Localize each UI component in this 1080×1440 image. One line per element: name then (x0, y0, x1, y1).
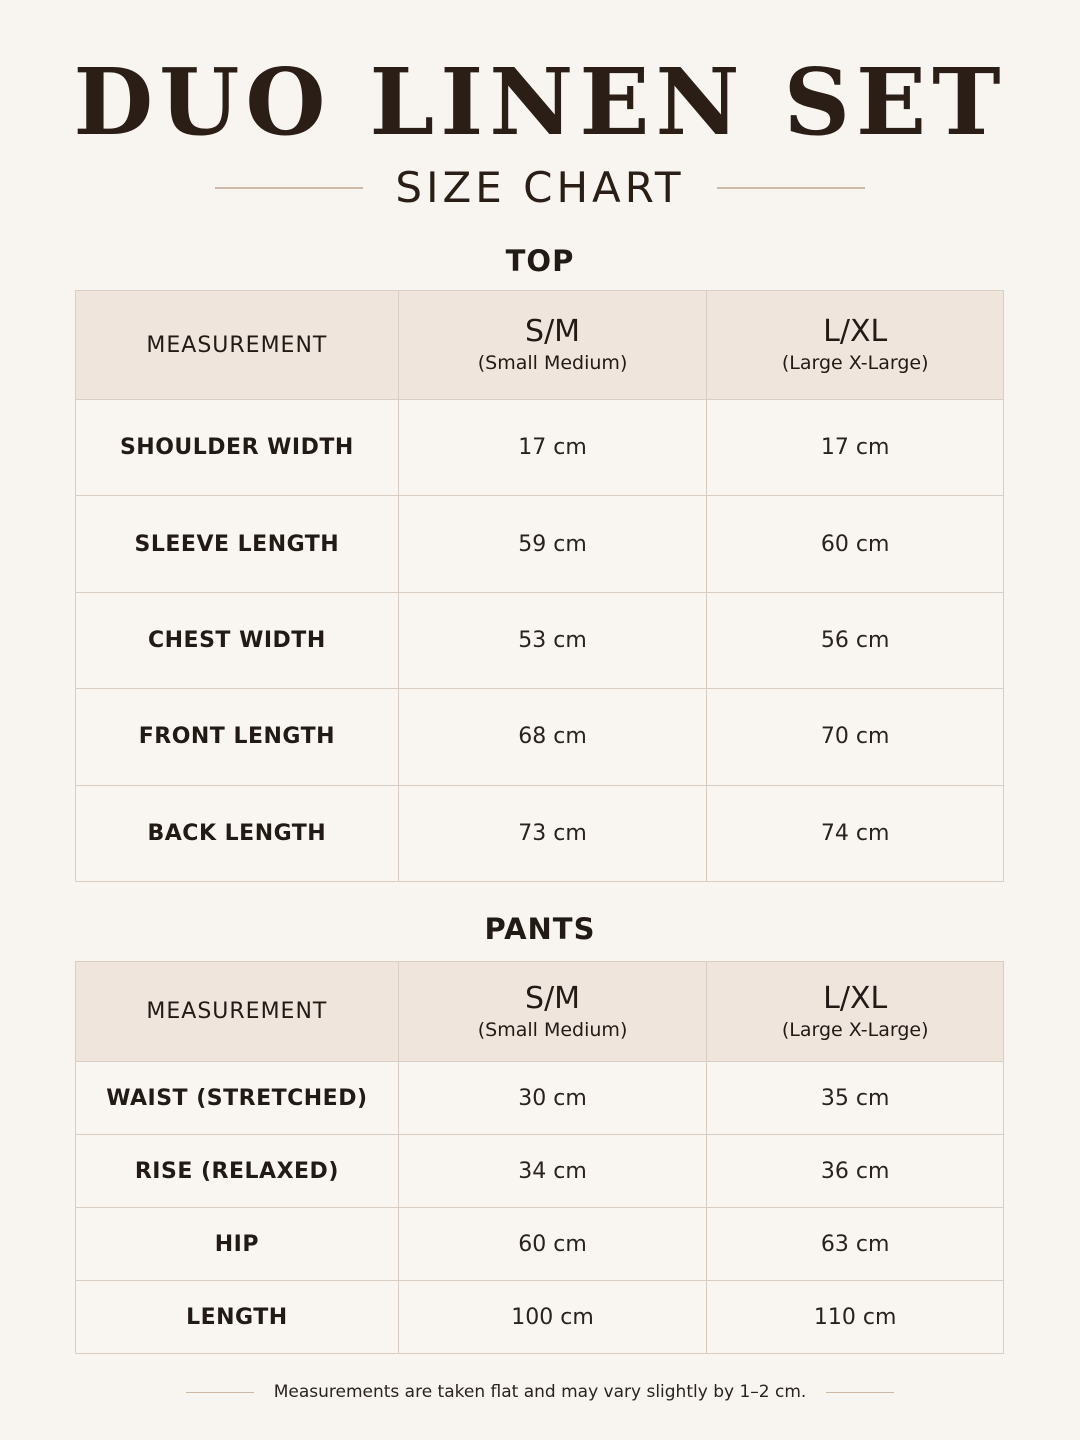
row-label: RISE (RELAXED) (76, 1135, 399, 1208)
row-label: HIP (76, 1208, 399, 1281)
value-lxl: 36 cm (707, 1135, 1004, 1208)
row-label: FRONT LENGTH (76, 689, 399, 785)
header-size-sm (398, 962, 707, 1062)
table-row (76, 1062, 1004, 1135)
size-sublabel: (Small Medium) (477, 1018, 628, 1041)
footnote: Measurements are taken flat and may vary slightly by 1–2 cm. (273, 1382, 807, 1402)
value-sm: 60 cm (398, 1208, 707, 1281)
section-title-pants: PANTS (484, 912, 596, 946)
value-lxl: 60 cm (707, 496, 1004, 592)
header-measurement: MEASUREMENT (76, 962, 399, 1062)
page-subtitle: SIZE CHART (395, 163, 685, 212)
value-sm: 59 cm (398, 496, 707, 592)
value-lxl: 17 cm (707, 400, 1004, 496)
size-sublabel: (Large X-Large) (781, 1018, 929, 1041)
table-row (76, 785, 1004, 881)
table-header-row (76, 962, 1004, 1062)
table-row (76, 689, 1004, 785)
divider-right (717, 187, 865, 189)
page-title: DUO LINEN SET (73, 48, 1007, 156)
value-lxl: 35 cm (707, 1062, 1004, 1135)
value-sm: 34 cm (398, 1135, 707, 1208)
value-sm: 100 cm (398, 1281, 707, 1354)
top-size-table (75, 290, 1004, 882)
row-label: SHOULDER WIDTH (76, 400, 399, 496)
value-lxl: 74 cm (707, 785, 1004, 881)
subtitle-row (0, 162, 1080, 214)
size-label: S/M (525, 314, 581, 349)
size-label: L/XL (823, 980, 888, 1016)
size-label: L/XL (823, 314, 888, 349)
size-label: S/M (525, 980, 581, 1016)
table-row (76, 1208, 1004, 1281)
header-size-sm (398, 291, 707, 400)
value-lxl: 56 cm (707, 592, 1004, 688)
section-title-top: TOP (505, 244, 575, 278)
table-row (76, 496, 1004, 592)
table-row (76, 1281, 1004, 1354)
footer-divider-left (186, 1392, 254, 1393)
table-row (76, 1135, 1004, 1208)
row-label: WAIST (STRETCHED) (76, 1062, 399, 1135)
row-label: BACK LENGTH (76, 785, 399, 881)
value-lxl: 110 cm (707, 1281, 1004, 1354)
row-label: LENGTH (76, 1281, 399, 1354)
table-row (76, 592, 1004, 688)
row-label: SLEEVE LENGTH (76, 496, 399, 592)
table-row (76, 400, 1004, 496)
value-sm: 53 cm (398, 592, 707, 688)
header-size-lxl (707, 962, 1004, 1062)
row-label: CHEST WIDTH (76, 592, 399, 688)
header-measurement: MEASUREMENT (76, 291, 399, 400)
value-lxl: 70 cm (707, 689, 1004, 785)
table-header-row (76, 291, 1004, 400)
divider-left (215, 187, 363, 189)
size-sublabel: (Large X-Large) (781, 352, 929, 374)
value-sm: 17 cm (398, 400, 707, 496)
value-sm: 30 cm (398, 1062, 707, 1135)
size-sublabel: (Small Medium) (477, 352, 628, 374)
pants-size-table (75, 961, 1004, 1354)
value-sm: 73 cm (398, 785, 707, 881)
value-lxl: 63 cm (707, 1208, 1004, 1281)
footer-divider-right (826, 1392, 894, 1393)
value-sm: 68 cm (398, 689, 707, 785)
footer (0, 1376, 1080, 1408)
header-size-lxl (707, 291, 1004, 400)
